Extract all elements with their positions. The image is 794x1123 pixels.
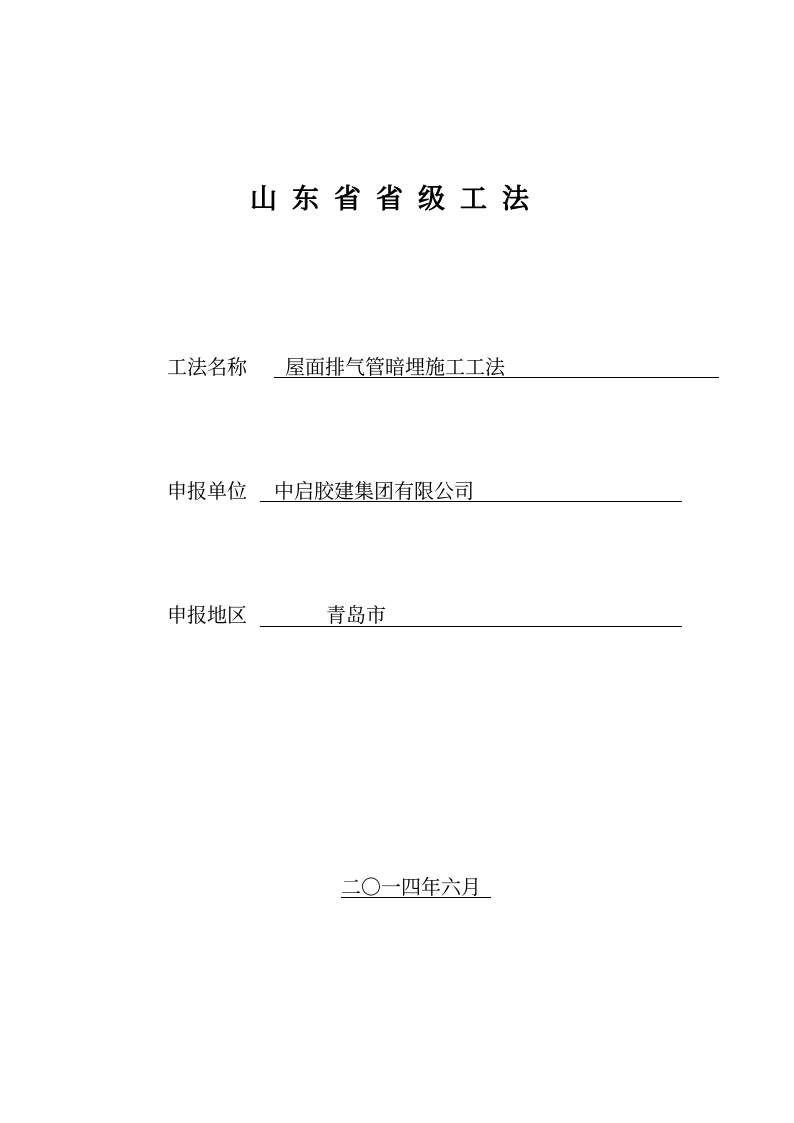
field-label-applicant-unit: 申报单位: [167, 479, 247, 503]
underline-method-name: [274, 377, 719, 378]
field-label-method-name: 工法名称: [167, 355, 247, 379]
field-label-applicant-region: 申报地区: [167, 603, 247, 627]
document-title: 山东省省级工法: [250, 184, 544, 215]
underline-applicant-unit: [260, 501, 682, 502]
field-value-applicant-unit: 中启胶建集团有限公司: [274, 479, 474, 503]
document-date: 二〇一四年六月: [341, 875, 481, 899]
field-value-applicant-region: 青岛市: [326, 603, 386, 627]
underline-applicant-region: [260, 626, 682, 627]
underline-date: [341, 897, 491, 898]
field-value-method-name: 屋面排气管暗埋施工工法: [285, 355, 505, 379]
